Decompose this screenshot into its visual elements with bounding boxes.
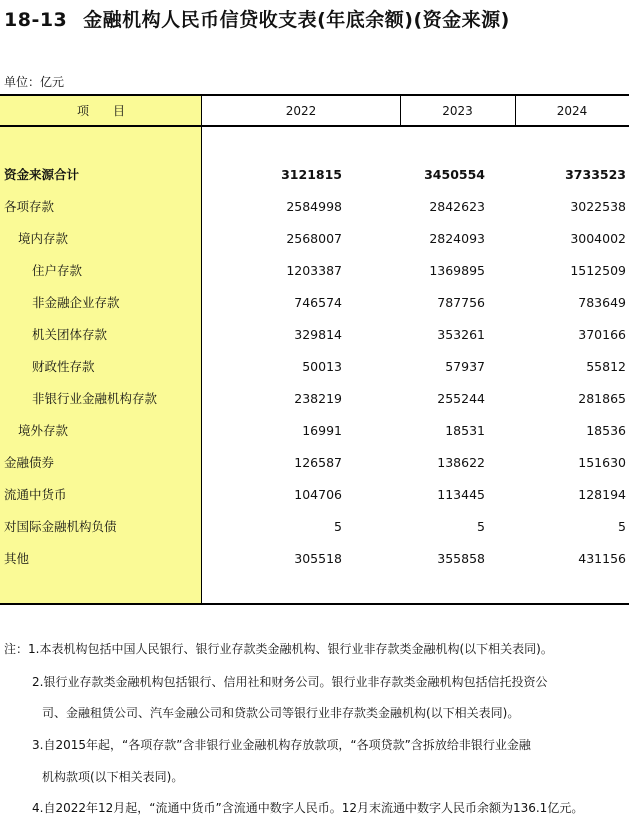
header-item: 项 目 (76, 104, 125, 118)
cell-2024: 431156 (578, 551, 626, 566)
row-label: 境外存款 (18, 423, 69, 438)
table-row (0, 191, 629, 223)
footnote: 3.自2015年起，“各项存款”含非银行业金融机构存放款项，“各项贷款”含拆放给非银行业金融 (32, 738, 531, 752)
table-row (0, 415, 629, 447)
cell-2024: 5 (618, 519, 626, 534)
cell-2024: 151630 (578, 455, 626, 470)
cell-2024: 3733523 (565, 167, 626, 182)
cell-2023: 787756 (437, 295, 485, 310)
page-title (4, 5, 510, 31)
footnote: 司、金融租赁公司、汽车金融公司和贷款公司等银行业非存款类金融机构(以下相关表同)。 (42, 706, 520, 720)
table-row (0, 255, 629, 287)
cell-2022: 1203387 (286, 263, 342, 278)
cell-2022: 16991 (302, 423, 342, 438)
cell-2022: 126587 (294, 455, 342, 470)
cell-2023: 1369895 (429, 263, 485, 278)
cell-2023: 138622 (437, 455, 485, 470)
cell-2023: 2842623 (429, 199, 485, 214)
cell-2022: 104706 (294, 487, 342, 502)
unit-label: 单位：亿元 (4, 75, 65, 89)
row-label: 非金融企业存款 (32, 295, 120, 310)
cell-2022: 238219 (294, 391, 342, 406)
header-year-2024: 2024 (556, 104, 588, 118)
cell-2022: 50013 (302, 359, 342, 374)
cell-2023: 57937 (445, 359, 485, 374)
header-year-2023: 2023 (442, 104, 473, 118)
cell-2023: 113445 (437, 487, 485, 502)
cell-2024: 370166 (578, 327, 626, 342)
cell-2022: 5 (334, 519, 342, 534)
row-label: 财政性存款 (32, 359, 95, 374)
table-row (0, 159, 629, 191)
cell-2023: 255244 (437, 391, 485, 406)
cell-2023: 18531 (445, 423, 485, 438)
table-row (0, 351, 629, 383)
row-label: 机关团体存款 (32, 327, 108, 342)
cell-2022: 746574 (294, 295, 342, 310)
footnote: 机构款项(以下相关表同)。 (42, 770, 184, 784)
cell-2022: 305518 (294, 551, 342, 566)
cell-2023: 355858 (437, 551, 485, 566)
footnote: 注：1.本表机构包括中国人民银行、银行业存款类金融机构、银行业非存款类金融机构(以下相关表同)。 (4, 642, 553, 656)
table-title: 金融机构人民币信贷收支表(年底余额)(资金来源) (83, 9, 510, 31)
cell-2023: 2824093 (429, 231, 485, 246)
cell-2024: 3004002 (570, 231, 626, 246)
cell-2024: 128194 (578, 487, 626, 502)
cell-2024: 3022538 (570, 199, 626, 214)
row-label: 各项存款 (4, 199, 55, 214)
cell-2024: 281865 (578, 391, 626, 406)
row-label: 非银行业金融机构存款 (32, 391, 158, 406)
row-label: 资金来源合计 (4, 167, 80, 182)
data-table (0, 94, 629, 605)
header-rule (0, 125, 629, 127)
cell-2024: 55812 (586, 359, 626, 374)
cell-2022: 2568007 (286, 231, 342, 246)
table-row (0, 543, 629, 575)
cell-2023: 5 (477, 519, 485, 534)
table-row (0, 447, 629, 479)
row-label: 住户存款 (32, 263, 83, 278)
table-row (0, 287, 629, 319)
row-label: 对国际金融机构负债 (4, 519, 117, 534)
table-row (0, 511, 629, 543)
header-year-2022: 2022 (285, 104, 317, 118)
table-row (0, 479, 629, 511)
table-row (0, 319, 629, 351)
table-row (0, 223, 629, 255)
footnote: 4.自2022年12月起，“流通中货币”含流通中数字人民币。12月末流通中数字人民币余额为136.1亿元。 (32, 801, 584, 815)
cell-2024: 18536 (586, 423, 626, 438)
cell-2022: 329814 (294, 327, 342, 342)
row-label: 其他 (4, 551, 30, 566)
table-row (0, 383, 629, 415)
cell-2022: 3121815 (281, 167, 342, 182)
row-label: 流通中货币 (4, 487, 67, 502)
cell-2023: 353261 (437, 327, 485, 342)
cell-2024: 783649 (578, 295, 626, 310)
row-label: 金融债券 (4, 455, 55, 470)
footnote: 2.银行业存款类金融机构包括银行、信用社和财务公司。银行业非存款类金融机构包括信托投资公 (32, 675, 548, 689)
cell-2023: 3450554 (424, 167, 485, 182)
cell-2024: 1512509 (570, 263, 626, 278)
row-label: 境内存款 (18, 231, 69, 246)
cell-2022: 2584998 (286, 199, 342, 214)
table-number: 18-13 (4, 9, 68, 31)
